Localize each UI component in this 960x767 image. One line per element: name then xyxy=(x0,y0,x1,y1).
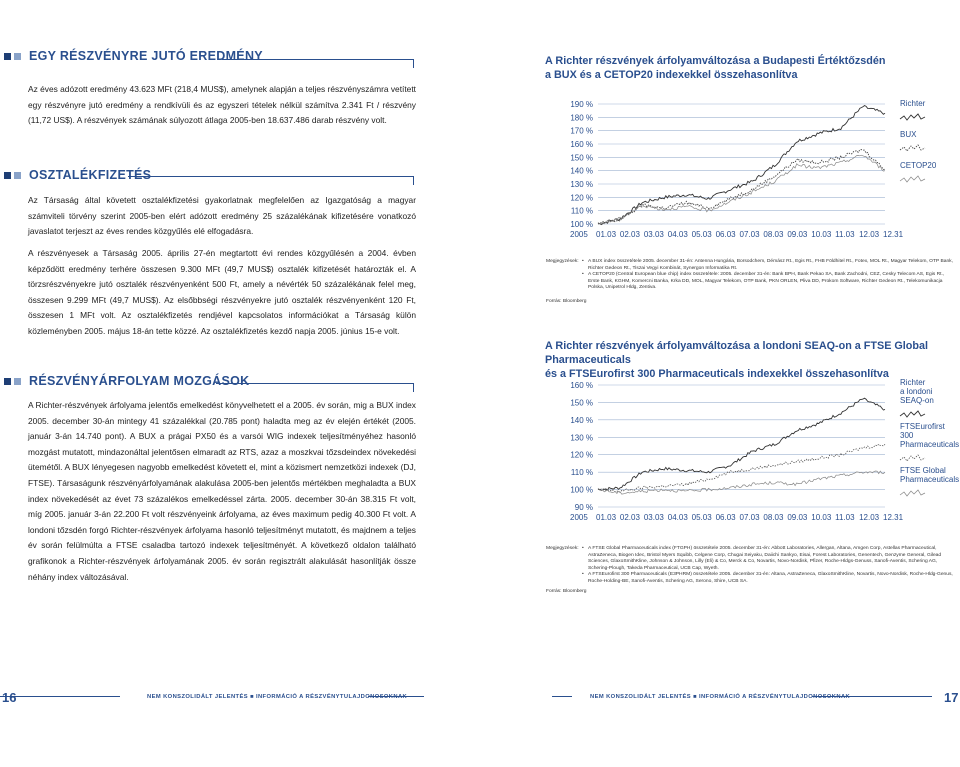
y-tick-label: 150 % xyxy=(570,153,593,163)
x-tick-label: 2005 xyxy=(570,230,588,239)
y-tick-label: 110 % xyxy=(570,468,593,478)
legend-label: 300 xyxy=(900,431,914,440)
legend-label: Pharmaceuticals xyxy=(900,440,960,449)
x-tick-label: 05.03 xyxy=(691,513,712,522)
footer-rule-left xyxy=(0,696,120,697)
chart2-plot xyxy=(540,374,960,534)
x-tick-label: 07.03 xyxy=(739,230,760,239)
dividend-paragraph-1: Az Társaság által követett osztalékfizetési gyakorlatnak megfelelően az Igazgatóság a magyar számviteli törvény szerint 2005-ben elért adózott eredmény 25 százalékának kifizetésére vonatkozó javaslatot terjeszt az éves rendes közgyűlés elé elfogadásra. xyxy=(28,195,416,237)
legend-label: SEAQ-on xyxy=(900,396,934,405)
square-bullet-icon xyxy=(14,378,21,385)
x-tick-label: 12.31 xyxy=(883,230,904,239)
y-tick-label: 110 % xyxy=(570,206,593,216)
footer-rule-right xyxy=(812,696,932,697)
square-bullet-icon xyxy=(14,53,21,60)
x-tick-label: 05.03 xyxy=(691,230,712,239)
legend-label: FTSE Global xyxy=(900,466,946,475)
y-tick-label: 120 % xyxy=(570,450,593,460)
legend-label: Pharmaceuticals xyxy=(900,475,960,484)
chart1-plot xyxy=(540,90,940,250)
legend-label: Richter xyxy=(900,378,926,387)
square-bullet-icon xyxy=(4,53,11,60)
section-title: OSZTALÉKFIZETÉS xyxy=(29,168,152,182)
x-tick-label: 01.03 xyxy=(596,230,617,239)
notes-label: Megjegyzések: xyxy=(546,546,579,551)
footer-text-left: NEM KONSZOLIDÁLT JELENTÉS ■ INFORMÁCIÓ A RÉSZVÉNYTULAJDONOSOKNAK xyxy=(147,694,408,700)
series-line-0 xyxy=(598,398,885,490)
y-tick-label: 120 % xyxy=(570,193,593,203)
x-tick-label: 07.03 xyxy=(739,513,760,522)
y-tick-label: 140 % xyxy=(570,166,593,176)
footer-rule-left-end xyxy=(368,696,424,697)
share-price-paragraph: A Richter-részvények árfolyama jelentős emelkedést könyvelhetett el a 2005. év során, mig a BUX index 2005. december 30-án mintegy 41 százalékkal (20.785 pont) haladta meg az év elején értékét (2005. január 3-án 14.740 pont). A BUX a prágai PX50 és a varsói WIG indexek teljesítményéhez hasonló mozgást mutatott, mindazonáltal jelentősen elmaradt az RTS, azaz a moszkvai tőzsdeindex növekedési ütemétől. A BUX lényegesen nagyobb emelkedést követett el, mint a közismert nemzetközi indexek (DJ, FTSE). Társaságunk részvényárfolyamának alakulása 2005-ben jelentős mértékben meghaladta a BUX index növekedését az évet 73 százalékos emelkedéssel zárta. 2005. december 30-án 38.315 Ft volt, míg 2005. január 3-án 22.200 Ft volt részvényeink árfolyama, az éves maximum pedig 40.300 Ft volt. A londoni tőzsdén forgó Richter-részvények árfolyama hasonló teljesítményt mutatott, és majdnem a teljes év során felülmúlta a FTSE csaladba tartozó indexek teljesítményét. A következő oldalon található grafikonok a Richter-részvények árfolyamának 2005. év során regisztrált alakulását hasonlítják össze néhány index változásával. xyxy=(28,400,416,582)
legend-swatch-icon xyxy=(900,411,925,417)
note-item: • A FTSE Global Pharmaceuticals index (FTGPH) összetétele 2005. december 31-én: Abbott Laboratories, Allergan, Altana, Amgen Corp, Astellas Pharmaceutical, AstraZeneca, Biogen Idec, Bristol Myers Squibb, Celgene Corp, Chugai Seiyaku, Daiichi Sankyo, Eisai, Forest Laboratories, Genentech, Genzyme General, Gilead Sciences, GlaxoSmithKline, Johnson & Johnson, Lilly (Eli) & Co, Merck & Co, Novartis, Novo-Nordisk, Pfizer, Roche-Hldgs-Genuss, Sanofi-Aventis, Schering AG, Schering-Plough, Takeda Pharmaceutical, UCB Cap, Wyeth. xyxy=(582,546,956,572)
x-tick-label: 10.03 xyxy=(811,513,832,522)
x-tick-label: 04.03 xyxy=(667,513,688,522)
section-title: EGY RÉSZVÉNYRE JUTÓ EREDMÉNY xyxy=(29,49,263,63)
section-rule xyxy=(222,59,414,68)
y-tick-label: 90 % xyxy=(574,503,593,512)
dividend-paragraph-2: A részvényesek a Társaság 2005. április 27-én megtartott évi rendes közgyűlésén a 2004. évben képződött eredmény terhére összesen 9.300 MFt (49,7 MUS$) osztalék kifizetését határozták el. A törzsrészvényekre jutó osztalék részvényenként 500 Ft, amely a névérték 50 százalékának felel meg, összesen 9.299 MFt (49,7 MUS$). Az elsőbbségi részvényekre jutó osztalék részvényenként 120 Ft, összesen 1 MFt volt. Az osztalékfizetés rendjével kapcsolatos információkat a Társaság külön közleményben 2005. május 18-án tette közzé. Az osztalékfizetés kezdő napja 2005. június 15-e volt. xyxy=(28,248,416,336)
x-tick-label: 06.03 xyxy=(715,230,736,239)
x-tick-label: 11.03 xyxy=(835,230,855,239)
legend-label: BUX xyxy=(900,130,917,139)
square-bullet-icon xyxy=(4,172,11,179)
x-tick-label: 01.03 xyxy=(596,513,617,522)
chart1-title xyxy=(545,54,885,82)
x-tick-label: 03.03 xyxy=(643,230,664,239)
legend-swatch-icon xyxy=(900,455,925,461)
legend-swatch-icon xyxy=(900,176,925,182)
x-tick-label: 12.03 xyxy=(859,513,880,522)
eps-paragraph: Az éves adózott eredmény 43.623 MFt (218,4 MUS$), amelynek alapján a teljes részvényszámra vetített egy részvényre jutó eredmény a rendkívüli és az egyszeri tételek nélkül számítva 2.341 Ft / részvény (11,72 US$). A részvények számának súlyozott átlaga 2005-ben 18.637.486 darab részvény volt. xyxy=(28,84,416,126)
footer-rule-right-start xyxy=(552,696,572,697)
square-bullet-icon xyxy=(4,378,11,385)
chart1-source: Forrás: Bloomberg xyxy=(546,299,587,304)
y-tick-label: 190 % xyxy=(570,100,593,109)
series-line-2 xyxy=(598,155,885,224)
chart2-source: Forrás: Bloomberg xyxy=(546,589,587,594)
chart1-title-line2: a BUX és a CETOP20 indexekkel összehasonlítva xyxy=(545,69,798,81)
y-tick-label: 100 % xyxy=(570,220,593,229)
x-tick-label: 04.03 xyxy=(667,230,688,239)
y-tick-label: 160 % xyxy=(570,381,593,390)
chart2-title-line2: és a FTSEurofirst 300 Pharmaceuticals indexekkel összehasonlítva xyxy=(545,368,889,380)
legend-swatch-icon xyxy=(900,490,925,496)
x-tick-label: 09.03 xyxy=(787,513,808,522)
chart2-title-line1: A Richter részvények árfolyamváltozása a londoni SEAQ-on a FTSE Global Pharmaceuticals xyxy=(545,340,928,366)
legend-label: a londoni xyxy=(900,387,933,396)
note-item: • A BUX index összetétele 2005. december 31-én: Antenna Hungária, Borsodchem, Démász Rt., Egis Rt., FHB Földhitel Rt., Fotex, MOL Rt., Magyar Telekom, OTP Bank, Richter Gedeon Rt., Tiszai Vegyi Kombinát, Synergon Informatika Rt. xyxy=(582,259,956,272)
x-tick-label: 02.03 xyxy=(619,230,640,239)
legend-label: Richter xyxy=(900,99,926,108)
y-tick-label: 170 % xyxy=(570,126,593,136)
section-rule xyxy=(216,383,414,392)
y-tick-label: 140 % xyxy=(570,415,593,425)
x-tick-label: 08.03 xyxy=(763,513,784,522)
series-line-1 xyxy=(598,444,885,492)
series-line-2 xyxy=(598,471,885,494)
legend-label: FTSEurofirst xyxy=(900,422,945,431)
square-bullet-icon xyxy=(14,172,21,179)
x-tick-label: 2005 xyxy=(570,513,588,522)
page-number-left: 16 xyxy=(2,690,17,705)
y-tick-label: 160 % xyxy=(570,140,593,149)
y-tick-label: 130 % xyxy=(570,433,593,443)
footer-text-right: NEM KONSZOLIDÁLT JELENTÉS ■ INFORMÁCIÓ A RÉSZVÉNYTULAJDONOSOKNAK xyxy=(590,694,851,700)
page-number-right: 17 xyxy=(944,690,959,705)
x-tick-label: 02.03 xyxy=(619,513,640,522)
x-tick-label: 12.31 xyxy=(883,513,904,522)
x-tick-label: 06.03 xyxy=(715,513,736,522)
section-header-share-price xyxy=(4,374,250,388)
y-tick-label: 180 % xyxy=(570,113,593,123)
x-tick-label: 09.03 xyxy=(787,230,808,239)
notes-label: Megjegyzések: xyxy=(546,259,579,264)
legend-swatch-icon xyxy=(900,114,925,120)
note-item: • A FTSEurofirst 300 Pharmaceuticals (E3PHRM) összetétele 2005. december 31-én: Altana, AstraZeneca, GlaxoSmithKline, Novartis, Novo-Nordisk, Roche-Hldg-Genus, Roche-Holding-BE, Sanofi-Aventis, Schering AG, Serono, Shire, UCB SA. xyxy=(582,572,956,585)
section-rule xyxy=(128,176,414,185)
y-tick-label: 100 % xyxy=(570,485,593,495)
chart1-title-line1: A Richter részvények árfolyamváltozása a Budapesti Értéktőzsdén xyxy=(545,55,886,67)
x-tick-label: 10.03 xyxy=(811,230,832,239)
legend-label: CETOP20 xyxy=(900,161,937,170)
series-line-1 xyxy=(598,150,885,224)
y-tick-label: 130 % xyxy=(570,180,593,189)
x-tick-label: 11.03 xyxy=(835,513,855,522)
chart1-notes xyxy=(546,259,956,292)
x-tick-label: 08.03 xyxy=(763,230,784,239)
chart2-notes xyxy=(546,546,956,586)
x-tick-label: 03.03 xyxy=(643,513,664,522)
note-item: • A CETOP20 (Central European blue chip) index összetétele: 2005. december 31-én: Bank BPH, Bank Pekao SA, Bank Zachodni, CEZ, Cesky Telecom AS, Egis Rt., Erste Bank, KGHM, Komercni Banka, Krka DD, MOL, Magyar Telekom, OTP Bank, PKN ORLEN, Pliva DD, Prokom Software, Richter Gedeon Rt., Telekomunikacja Polska, Unipetrol Hldg, Zentiva. xyxy=(582,272,956,292)
y-tick-label: 150 % xyxy=(570,398,593,408)
x-tick-label: 12.03 xyxy=(859,230,880,239)
section-title: RÉSZVÉNYÁRFOLYAM MOZGÁSOK xyxy=(29,374,250,388)
legend-swatch-icon xyxy=(900,145,925,151)
